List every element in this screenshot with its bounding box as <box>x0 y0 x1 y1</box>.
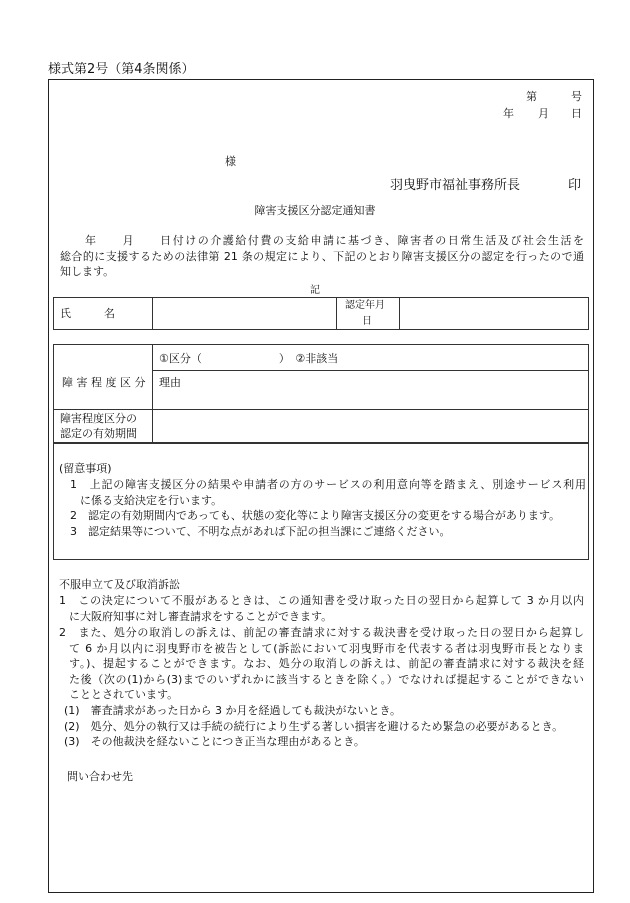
appeal-line: 2 また、処分の取消しの訴えは、前記の審査請求に対する裁決書を受け取った日の翌日から起算し <box>59 626 584 639</box>
appeal-line: た後（次の(1)から(3)までのいずれかに該当するときを除く。）でなければ提起することができない <box>69 672 584 686</box>
appeal-heading: 不服申立て及び取消訴訟 <box>59 578 180 591</box>
document-title: 障害支援区分認定通知書 <box>254 204 376 217</box>
seal-mark: 印 <box>568 178 582 193</box>
intro-line: 年 月 日付けの介護給付費の支給申請に基づき、障害者の日常生活及び社会生活を <box>60 234 584 247</box>
number-go: 号 <box>571 90 582 103</box>
appeal-line: 1 この決定について不服があるときは、この通知書を受け取った日の翌日から起算して 3 か月以内 <box>59 594 584 607</box>
intro-line: 総合的に支援するための法律第 21 条の規定により、下記のとおり障害支援区分の認定を行ったので通 <box>60 249 584 263</box>
appeal-line: す。)、提起することができます。なお、処分の取消しの訴えは、前記の審査請求に対する裁決を経 <box>69 657 584 670</box>
appeal-line: て 6 か月以内に羽曳野市を被告として(訴訟において羽曳野市を代表する者は羽曳野市長となりま <box>69 641 584 655</box>
issuer-name: 羽曳野市福祉事務所長 <box>390 178 521 193</box>
appeal-sub-item: (3) その他裁決を経ないことにつき正当な理由があるとき。 <box>64 735 365 748</box>
number-dai: 第 <box>526 90 537 103</box>
appeal-item-2 <box>59 625 584 703</box>
ki-mark: 記 <box>310 285 320 296</box>
date-year: 年 <box>503 107 514 120</box>
appeal-sub-item: (1) 審査請求があった日から 3 か月を経過しても裁決がないとき。 <box>64 704 402 717</box>
validity-label-1: 障害程度区分の <box>60 412 137 425</box>
notes-heading: (留意事項) <box>59 462 112 475</box>
contact-label: 問い合わせ先 <box>67 770 133 783</box>
appeal-line: に大阪府知事に対し審査請求をすることができます。 <box>69 609 333 623</box>
grade-option-line: ①区分（ ） ②非該当 <box>159 352 339 365</box>
appeal-sub-items <box>64 703 589 750</box>
date-day: 日 <box>571 107 582 120</box>
note-line: に係る支給決定を行います。 <box>80 493 223 507</box>
validity-label-2: 認定の有効期間 <box>60 427 137 440</box>
appeal-item-1 <box>59 593 584 624</box>
cert-date-label-2: 日 <box>362 316 372 327</box>
note-line: 3 認定結果等について、不明な点があれば下記の担当課にご連絡ください。 <box>70 524 451 538</box>
reason-label: 理由 <box>159 376 181 389</box>
note-line: 1 上記の障害支援区分の結果や申請者の方のサービスの利用意向等を踏まえ、別途サービス利用 <box>70 478 586 491</box>
notes-list <box>70 477 586 539</box>
note-line: 2 認定の有効期間内であっても、状態の変化等により障害支援区分の変更をする場合があります。 <box>70 509 561 522</box>
addressee-sama: 様 <box>225 155 236 168</box>
name-table <box>53 297 589 330</box>
grade-label: 障 害 程 度 区 分 <box>62 376 146 389</box>
intro-line: 知します。 <box>60 265 115 278</box>
date-month: 月 <box>538 107 549 120</box>
form-label: 様式第2号（第4条関係） <box>48 62 195 77</box>
name-label: 氏 名 <box>60 307 115 320</box>
appeal-line: こととされています。 <box>69 688 179 701</box>
intro-paragraph <box>60 233 584 280</box>
cert-date-label-1: 認定年月 <box>345 300 385 311</box>
appeal-sub-item: (2) 処分、処分の執行又は手続の続行により生ずる著しい損害を避けるため緊急の必要があるとき。 <box>64 719 564 733</box>
